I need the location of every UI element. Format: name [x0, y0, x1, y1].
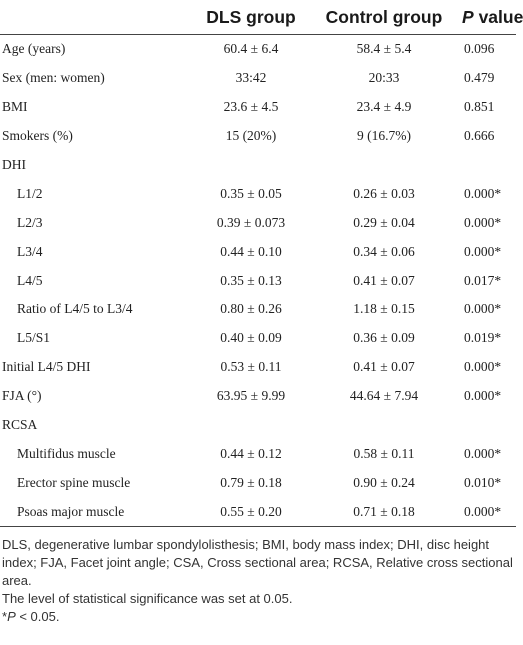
control-value: 0.34 ± 0.06	[353, 243, 415, 259]
p-value	[456, 411, 516, 440]
p-value: 0.017*	[464, 272, 502, 288]
table-row	[0, 93, 516, 122]
control-value: 44.64 ± 7.94	[349, 388, 419, 404]
control-value: 0.90 ± 0.24	[353, 474, 415, 490]
row-label: FJA (°)	[2, 388, 42, 404]
header-value-word: value	[478, 6, 523, 27]
row-label: Sex (men: women)	[2, 70, 105, 86]
p-value: 0.000*	[464, 359, 502, 375]
header-dls-group: DLS group	[190, 0, 312, 35]
row-label: Initial L4/5 DHI	[2, 359, 91, 375]
table-header	[0, 0, 523, 35]
p-value: 0.000*	[464, 214, 502, 230]
control-value: 0.71 ± 0.18	[312, 497, 456, 526]
control-value: 0.58 ± 0.11	[353, 445, 415, 461]
control-value: 20:33	[368, 70, 400, 86]
control-value: 0.36 ± 0.09	[353, 330, 415, 346]
p-value: 0.019*	[464, 330, 502, 346]
dls-value: 23.6 ± 4.5	[223, 99, 279, 115]
row-label: BMI	[2, 99, 28, 115]
p-value: 0.000*	[464, 243, 502, 259]
header-row	[0, 0, 516, 35]
header-p-value	[456, 0, 523, 35]
table-row	[0, 237, 516, 266]
control-value: 23.4 ± 4.9	[356, 99, 412, 115]
table-row	[0, 122, 516, 151]
table-row	[0, 468, 516, 497]
dls-value: 0.53 ± 0.11	[220, 359, 282, 375]
control-value: 0.26 ± 0.03	[353, 185, 415, 201]
p-value: 0.000*	[464, 388, 502, 404]
control-value: 9 (16.7%)	[357, 128, 411, 144]
row-label: L5/S1	[17, 330, 51, 346]
footnote-significance: The level of statistical significance was set at 0.05.	[2, 591, 293, 606]
table-row	[0, 382, 516, 411]
table-row	[0, 439, 516, 468]
table-row	[0, 64, 516, 93]
dls-value: 15 (20%)	[225, 128, 277, 144]
table-row	[0, 324, 516, 353]
row-label: L3/4	[17, 243, 43, 259]
row-label: Ratio of L4/5 to L3/4	[17, 301, 133, 317]
footnote-abbreviations: DLS, degenerative lumbar spondylolisthesis; BMI, body mass index; DHI, disc height index; FJA, Facet joint angle; CSA, Cross sectional area; RCSA, Relative cross sectional area.	[2, 537, 513, 588]
control-value: 58.4 ± 5.4	[356, 41, 412, 57]
footnote-star-mark: *	[2, 609, 8, 624]
header-p-symbol: P	[462, 6, 474, 27]
p-value: 0.000*	[464, 445, 502, 461]
row-label: L1/2	[17, 185, 43, 201]
control-value: 0.41 ± 0.07	[353, 272, 415, 288]
table-row	[0, 208, 516, 237]
p-value: 0.010*	[464, 474, 502, 490]
dls-value: 0.40 ± 0.09	[220, 330, 282, 346]
dls-value	[190, 151, 312, 180]
dls-value: 0.80 ± 0.26	[220, 301, 282, 317]
table-body	[0, 35, 516, 527]
control-value	[312, 151, 456, 180]
table-row	[0, 411, 516, 440]
p-value: 0.096	[464, 41, 495, 57]
dls-value: 63.95 ± 9.99	[216, 388, 286, 404]
table-row	[0, 35, 516, 64]
table-row	[0, 295, 516, 324]
row-label: RCSA	[2, 417, 38, 433]
p-value: 0.000*	[464, 185, 502, 201]
table-row	[0, 497, 516, 526]
footnote-star	[2, 608, 514, 626]
dls-value: 0.44 ± 0.12	[220, 445, 282, 461]
row-label: Multifidus muscle	[17, 445, 116, 461]
row-label: Psoas major muscle	[0, 497, 190, 526]
dls-value: 0.79 ± 0.18	[220, 474, 282, 490]
dls-value: 33:42	[235, 70, 267, 86]
dls-value: 0.35 ± 0.05	[220, 185, 282, 201]
control-value: 0.41 ± 0.07	[353, 359, 415, 375]
table-footnotes	[2, 536, 514, 626]
footnote-threshold: < 0.05.	[15, 609, 60, 624]
dls-value: 0.44 ± 0.10	[220, 243, 282, 259]
row-label: Erector spine muscle	[17, 474, 131, 490]
p-value: 0.000*	[464, 301, 502, 317]
dls-value: 0.35 ± 0.13	[220, 272, 282, 288]
row-label: Age (years)	[2, 41, 66, 57]
row-label: L2/3	[17, 214, 43, 230]
table-row	[0, 266, 516, 295]
table-row	[0, 353, 516, 382]
row-label: Smokers (%)	[2, 128, 73, 144]
p-value: 0.851	[464, 99, 495, 115]
header-variable	[0, 0, 190, 35]
footnote-p-symbol: P	[7, 609, 16, 624]
dls-value	[190, 411, 312, 440]
dls-value: 0.55 ± 0.20	[190, 497, 312, 526]
p-value: 0.666	[464, 128, 495, 144]
p-value	[456, 151, 516, 180]
row-label: DHI	[2, 157, 26, 172]
dls-value: 0.39 ± 0.073	[216, 214, 286, 230]
table-row	[0, 151, 516, 180]
control-value: 0.29 ± 0.04	[353, 214, 415, 230]
table-row	[0, 179, 516, 208]
row-label: L4/5	[17, 272, 43, 288]
control-value: 1.18 ± 0.15	[353, 301, 415, 317]
control-value	[312, 411, 456, 440]
p-value: 0.479	[464, 70, 495, 86]
dls-value: 60.4 ± 6.4	[223, 41, 279, 57]
header-control-group: Control group	[312, 0, 456, 35]
p-value: 0.000*	[456, 497, 516, 526]
